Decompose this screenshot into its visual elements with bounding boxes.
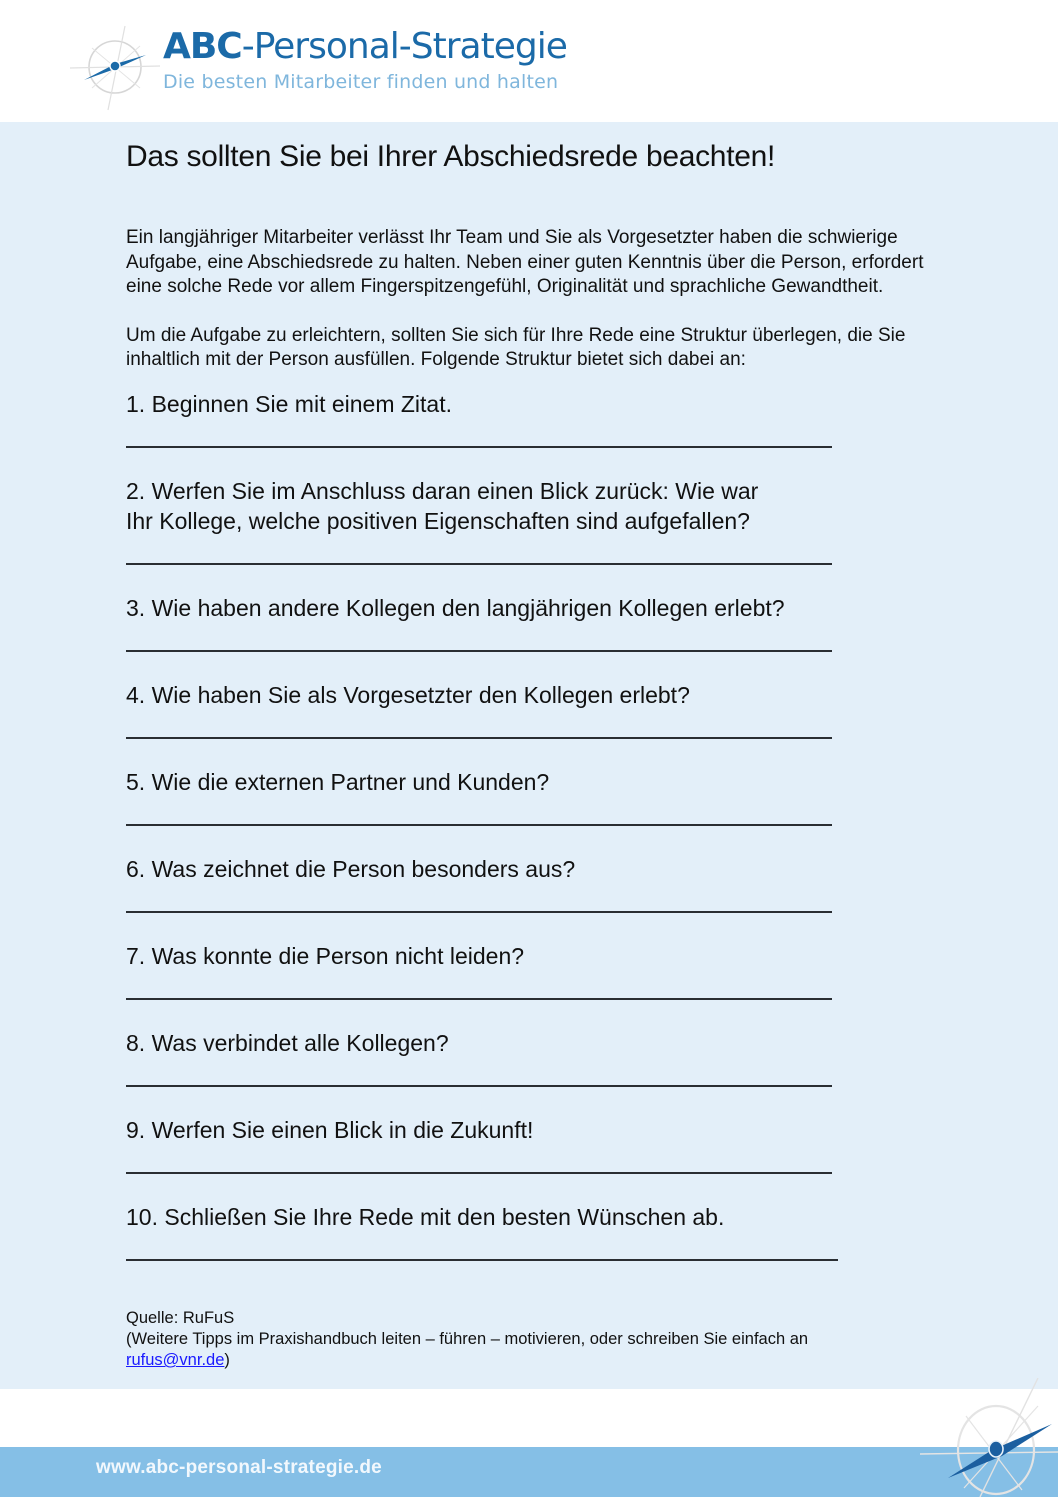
- footer-spacer: [0, 1389, 1058, 1447]
- answer-line[interactable]: [126, 563, 832, 565]
- brand-name-rest: -Personal-Strategie: [241, 26, 567, 67]
- answer-line[interactable]: [126, 1259, 838, 1261]
- list-item-text: 5. Wie die externen Partner und Kunden?: [126, 768, 550, 795]
- answer-line[interactable]: [126, 998, 832, 1000]
- list-item: [126, 767, 946, 826]
- list-item: [126, 854, 946, 913]
- list-item-text: 1. Beginnen Sie mit einem Zitat.: [126, 390, 452, 417]
- answer-line[interactable]: [126, 1172, 832, 1174]
- answer-line[interactable]: [126, 911, 832, 913]
- list-item-text: 6. Was zeichnet die Person besonders aus?: [126, 855, 576, 882]
- list-item: [126, 941, 946, 1000]
- list-item: [126, 680, 946, 739]
- brand-name-bold: ABC: [163, 26, 242, 67]
- content-band: [0, 122, 1058, 1389]
- list-item-text: 4. Wie haben Sie als Vorgesetzter den Kollegen erlebt?: [126, 681, 690, 708]
- list-item: [126, 389, 946, 448]
- document-body: [126, 122, 946, 1289]
- list-item: [126, 593, 946, 652]
- answer-line[interactable]: [126, 824, 832, 826]
- answer-line[interactable]: [126, 737, 832, 739]
- brand-name: [163, 25, 567, 69]
- compass-icon: [920, 1378, 1058, 1497]
- list-item: [126, 1115, 946, 1174]
- list-item-text: 10. Schließen Sie Ihre Rede mit den besten Wünschen ab.: [126, 1203, 725, 1230]
- list-item-text: 7. Was konnte die Person nicht leiden?: [126, 942, 525, 969]
- list-item-text: 9. Werfen Sie einen Blick in die Zukunft!: [126, 1116, 534, 1143]
- brand-logo: [163, 25, 567, 95]
- footer-band: [0, 1447, 1058, 1497]
- source-tip: (Weitere Tipps im Praxishandbuch leiten – führen – motivieren, oder schreiben Sie einfach an: [126, 1330, 809, 1348]
- footer-url[interactable]: www.abc-personal-strategie.de: [96, 1457, 382, 1478]
- list-item: [126, 1202, 946, 1261]
- list-item-text: 2. Werfen Sie im Anschluss daran einen Blick zurück: Wie war: [126, 477, 759, 504]
- list-item-text-continued: Ihr Kollege, welche positiven Eigenschaften sind aufgefallen?: [126, 507, 750, 534]
- source-label: Quelle: RuFuS: [126, 1309, 235, 1327]
- page-title: Das sollten Sie bei Ihrer Abschiedsrede beachten!: [126, 140, 776, 173]
- list-item-text: 8. Was verbindet alle Kollegen?: [126, 1029, 449, 1056]
- list-item: [126, 1028, 946, 1087]
- answer-line[interactable]: [126, 446, 832, 448]
- email-link[interactable]: rufus@vnr.de: [126, 1351, 225, 1369]
- list-item-text: 3. Wie haben andere Kollegen den langjährigen Kollegen erlebt?: [126, 594, 785, 621]
- source-note: [126, 1308, 808, 1371]
- intro-paragraph: Ein langjähriger Mitarbeiter verlässt Ihr Team und Sie als Vorgesetzter haben die schwierige Aufgabe, eine Abschiedsrede zu halten. Neben einer guten Kenntnis über die Person, erfordert eine solche Rede vor allem Fingerspitzengefühl, Originalität und sprachliche Gewandtheit.: [126, 227, 924, 297]
- answer-line[interactable]: [126, 1085, 832, 1087]
- brand-tagline: Die besten Mitarbeiter finden und halten: [163, 71, 559, 93]
- list-item: [126, 476, 946, 565]
- source-contact: [126, 1350, 808, 1371]
- answer-line[interactable]: [126, 650, 832, 652]
- speech-structure-list: [126, 389, 946, 1261]
- source-closing: ): [224, 1351, 230, 1369]
- header: [0, 0, 1058, 122]
- compass-icon: [70, 22, 160, 112]
- structure-paragraph: Um die Aufgabe zu erleichtern, sollten Sie sich für Ihre Rede eine Struktur überlegen, die Sie inhaltlich mit der Person ausfüllen. Folgende Struktur bietet sich dabei an:: [126, 324, 906, 370]
